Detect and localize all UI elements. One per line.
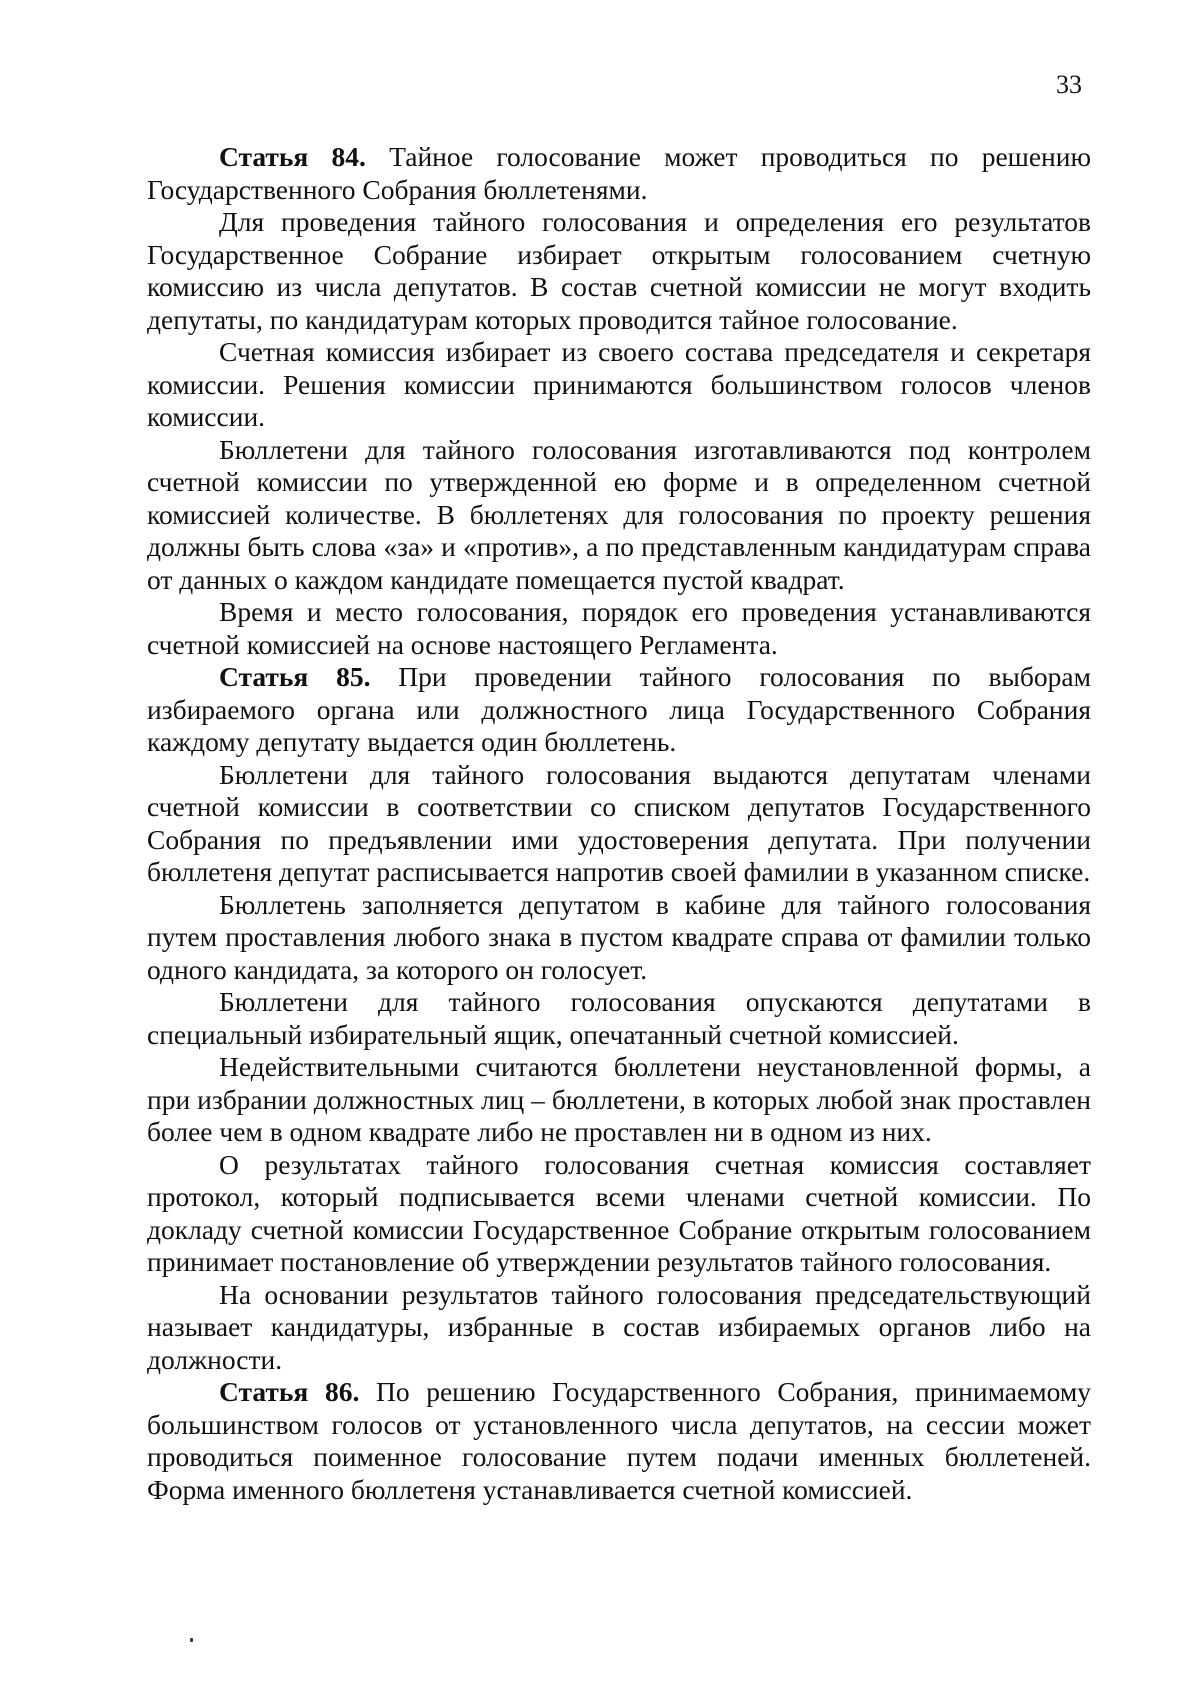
paragraph-voting-time-place: Время и место голосования, порядок его проведения устанавливаются счетной комиссией на основе настоящего Регламента. — [147, 596, 1091, 660]
paragraph-ballot-production: Бюллетени для тайного голосования изготавливаются под контролем счетной комиссии по утвержденной ею форме и в определенном счетной комиссией количестве. В бюллетенях для голосования по проекту решения должны быть слова «за» и «против», а по представленным кандидатурам справа от данных о каждом кандидате помещается пустой квадрат. — [147, 433, 1091, 595]
article-85-paragraph — [147, 661, 1091, 759]
paragraph-commission-chair: Счетная комиссия избирает из своего состава председателя и секретаря комиссии. Решения комиссии принимаются большинством голосов членов комиссии. — [147, 336, 1091, 432]
paragraph-counting-commission: Для проведения тайного голосования и определения его результатов Государственное Собрание избирает открытым голосованием счетную комиссию из числа депутатов. В состав счетной комиссии не могут входить депутаты, по кандидатурам которых проводится тайное голосование. — [147, 206, 1091, 335]
article-86-paragraph — [147, 1376, 1091, 1506]
paragraph-ballot-filling: Бюллетень заполняется депутатом в кабине для тайного голосования путем проставления любого знака в пустом квадрате справа от фамилии только одного кандидата, за которого он голосует. — [147, 888, 1091, 985]
article-84-heading: Статья 84. — [219, 141, 366, 172]
paragraph-announce-results: На основании результатов тайного голосования председательствующий называет кандидатуры, избранные в состав избираемых органов либо на должности. — [147, 1278, 1091, 1375]
article-84-text: Тайное голосование может проводиться по решению Государственного Собрания бюллетенями. — [147, 141, 1092, 205]
article-85-text: При проведении тайного голосования по выборам избираемого органа или должностного лица Государственного Собрания каждому депутату выдается один бюллетень. — [147, 661, 1092, 757]
article-84-paragraph — [147, 141, 1091, 206]
paragraph-ballot-box: Бюллетени для тайного голосования опускаются депутатами в специальный избирательный ящик, опечатанный счетной комиссией. — [147, 986, 1091, 1050]
paragraph-ballot-issuance: Бюллетени для тайного голосования выдаются депутатам членами счетной комиссии в соответствии со списком депутатов Государственного Собрания по предъявлении ими удостоверения депутата. При получении бюллетеня депутат расписывается напротив своей фамилии в указанном списке. — [147, 758, 1091, 887]
paragraph-protocol: О результатах тайного голосования счетная комиссия составляет протокол, который подписывается всеми членами счетной комиссии. По докладу счетной комиссии Государственное Собрание открытым голосованием принимает постановление об утверждении результатов тайного голосования. — [147, 1148, 1091, 1277]
article-86-heading: Статья 86. — [219, 1376, 360, 1407]
page-number: 33 — [1056, 70, 1082, 99]
scan-speck — [190, 1638, 193, 1642]
document-body — [147, 141, 1091, 1506]
paragraph-invalid-ballots: Недействительными считаются бюллетени неустановленной формы, а при избрании должностных лиц – бюллетени, в которых любой знак проставлен более чем в одном квадрате либо не проставлен ни в одном из них. — [147, 1051, 1091, 1147]
article-85-heading: Статья 85. — [219, 661, 371, 692]
article-86-text: По решению Государственного Собрания, принимаемому большинством голосов от установленного числа депутатов, на сессии может проводиться поименное голосование путем подачи именных бюллетеней. Форма именного бюллетеня устанавливается счетной комиссией. — [147, 1376, 1091, 1505]
